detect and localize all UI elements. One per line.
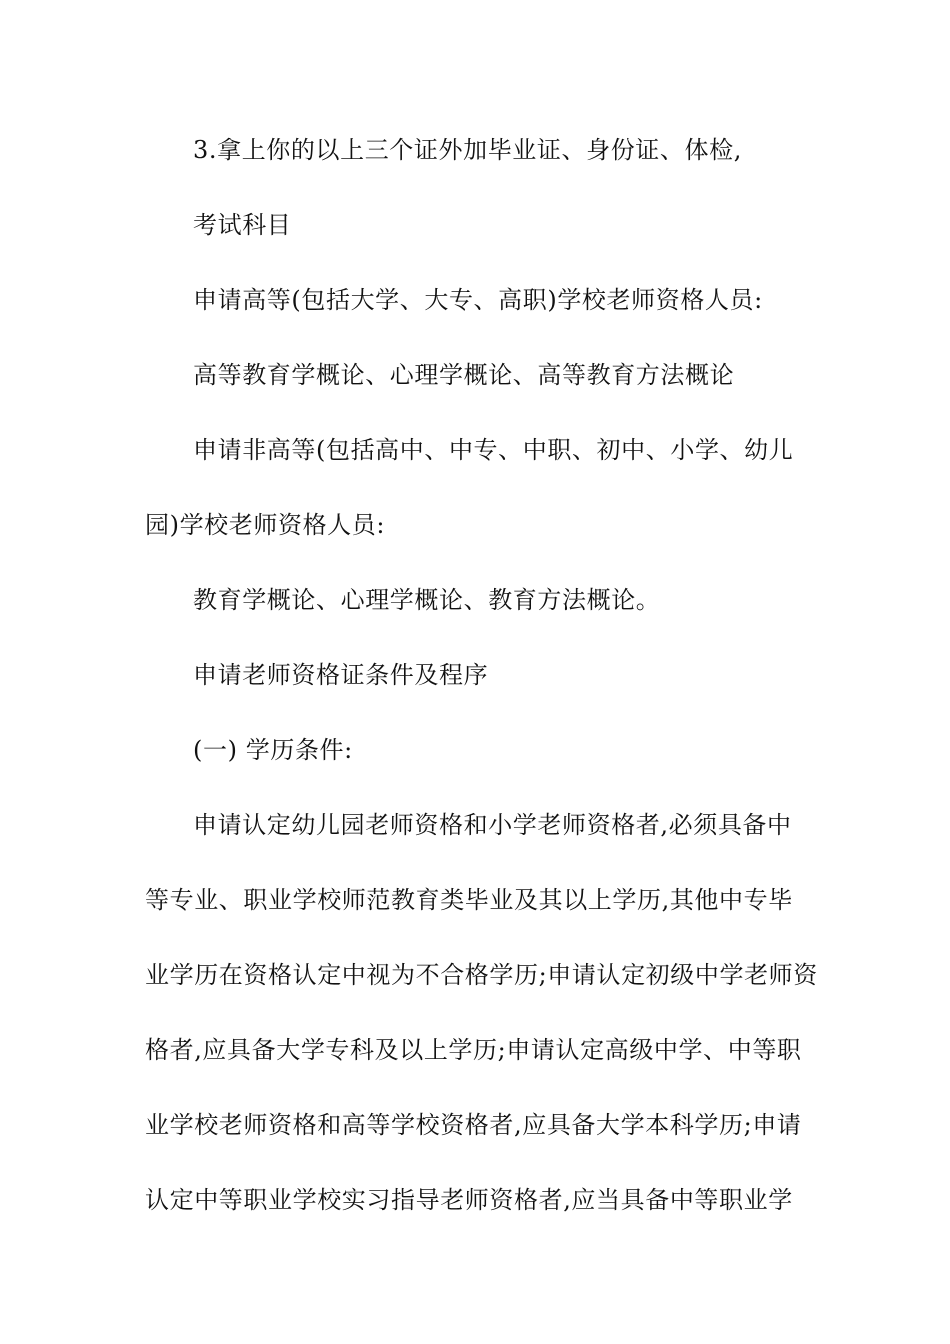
- paragraph-higher-education-subjects: 高等教育学概论、心理学概论、高等教育方法概论: [193, 361, 735, 389]
- paragraph-item-3: 3.拿上你的以上三个证外加毕业证、身份证、体检,: [193, 136, 742, 164]
- paragraph-non-higher-education-subjects: 教育学概论、心理学概论、教育方法概论。: [193, 586, 661, 614]
- paragraph-education-requirements-line-4: 格者,应具备大学专科及以上学历;申请认定高级中学、中等职: [145, 1036, 802, 1064]
- paragraph-education-requirements-line-5: 业学校老师资格和高等学校资格者,应具备大学本科学历;申请: [145, 1111, 802, 1139]
- paragraph-education-requirements-line-2: 等专业、职业学校师范教育类毕业及其以上学历,其他中专毕: [145, 886, 793, 914]
- subsection-heading-education-conditions: (一) 学历条件:: [193, 736, 353, 764]
- paragraph-non-higher-education-applicants-cont: 园)学校老师资格人员:: [145, 511, 386, 539]
- paragraph-education-requirements-line-3: 业学历在资格认定中视为不合格学历;申请认定初级中学老师资: [145, 961, 818, 989]
- paragraph-education-requirements-line-6: 认定中等职业学校实习指导老师资格者,应当具备中等职业学: [145, 1186, 793, 1214]
- paragraph-non-higher-education-applicants: 申请非高等(包括高中、中专、中职、初中、小学、幼儿: [193, 436, 794, 464]
- section-heading-exam-subjects: 考试科目: [193, 211, 292, 239]
- paragraph-education-requirements: 申请认定幼儿园老师资格和小学老师资格者,必须具备中: [193, 811, 792, 839]
- paragraph-higher-education-applicants: 申请高等(包括大学、大专、高职)学校老师资格人员:: [193, 286, 763, 314]
- section-heading-conditions-procedure: 申请老师资格证条件及程序: [193, 661, 489, 689]
